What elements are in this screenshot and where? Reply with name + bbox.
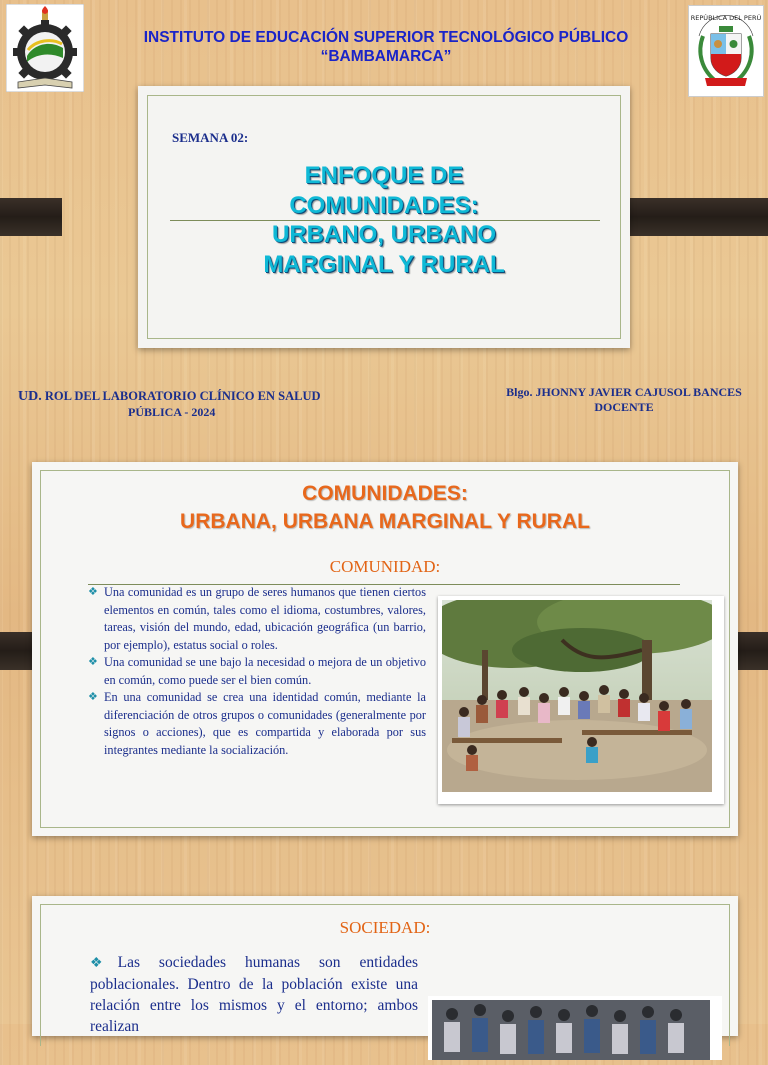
diamond-bullet-icon: ❖ [88, 691, 98, 703]
peru-coat-of-arms [688, 5, 764, 97]
bullet-item [88, 689, 426, 759]
bullet-item [88, 584, 426, 654]
institute-title [84, 28, 688, 66]
institute-logo [6, 4, 84, 92]
community-slide-card [32, 462, 738, 836]
teacher-role: DOCENTE [594, 400, 654, 414]
community-title-line-1: COMUNIDADES: [302, 482, 468, 505]
peru-seal-text: REPÚBLICA DEL PERÚ [690, 14, 762, 22]
community-title-line-2: URBANA, URBANA MARGINAL Y RURAL [180, 510, 590, 533]
main-title-line-1: ENFOQUE DE [304, 162, 464, 189]
title-slide-card [138, 86, 630, 348]
community-slide-title [32, 480, 738, 536]
institute-quoted-name: “BAMBAMARCA” [320, 48, 452, 65]
tape-right-1 [612, 198, 768, 236]
bullet-text: Una comunidad se une bajo la necesidad o mejora de un objetivo en común, como puede ser el bien común. [104, 655, 426, 687]
community-gathering-photo [438, 596, 724, 804]
bullet-item [88, 654, 426, 689]
community-subtitle: COMUNIDAD: [329, 557, 441, 576]
main-title-line-2: COMUNIDADES: [289, 191, 479, 219]
main-title-line-4: MARGINAL Y RURAL [263, 250, 505, 278]
society-bullet-text: Las sociedades humanas son entidades poblacionales. Dentro de la población existe una relación entre los mismos y el entorno; ambos realizan [90, 954, 418, 1035]
bullet-text: En una comunidad se crea una identidad común, mediante la diferenciación de otros grupos o comunidades (generalmente por signos o acciones), que es compartida y elaborada por sus integrantes mediante la socialización. [104, 690, 426, 757]
diamond-bullet-icon: ❖ [90, 956, 118, 971]
week-label: SEMANA 02: [172, 130, 249, 145]
teacher-info [494, 385, 754, 415]
bullet-text: Una comunidad es un grupo de seres humanos que tienen ciertos elementos en común, tales como el idioma, costumbres, valores, tareas, visión del mundo, edad, ubicación geográfica (un barrio, por ejemplo), estatus social o roles. [104, 585, 426, 652]
institute-name: INSTITUTO DE EDUCACIÓN SUPERIOR TECNOLÓGICO PÚBLICO [143, 29, 629, 46]
diamond-bullet-icon: ❖ [88, 656, 98, 668]
title-divider [170, 220, 600, 221]
community-bullets [88, 584, 426, 759]
course-name-line-1: ROL DEL LABORATORIO CLÍNICO EN SALUD [44, 389, 321, 403]
society-bullet [90, 952, 418, 1037]
society-subtitle: SOCIEDAD: [339, 918, 431, 937]
teacher-name: Blgo. JHONNY JAVIER CAJUSOL BANCES [506, 385, 742, 399]
society-photo [428, 996, 722, 1060]
tape-left-1 [0, 198, 62, 236]
course-name-line-2: PÚBLICA - 2024 [128, 405, 216, 419]
main-title-line-3: URBANO, URBANO [272, 221, 496, 248]
diamond-bullet-icon: ❖ [88, 586, 98, 598]
society-slide-card [32, 896, 738, 1036]
course-prefix: UD. [18, 389, 42, 404]
course-name [18, 387, 321, 406]
